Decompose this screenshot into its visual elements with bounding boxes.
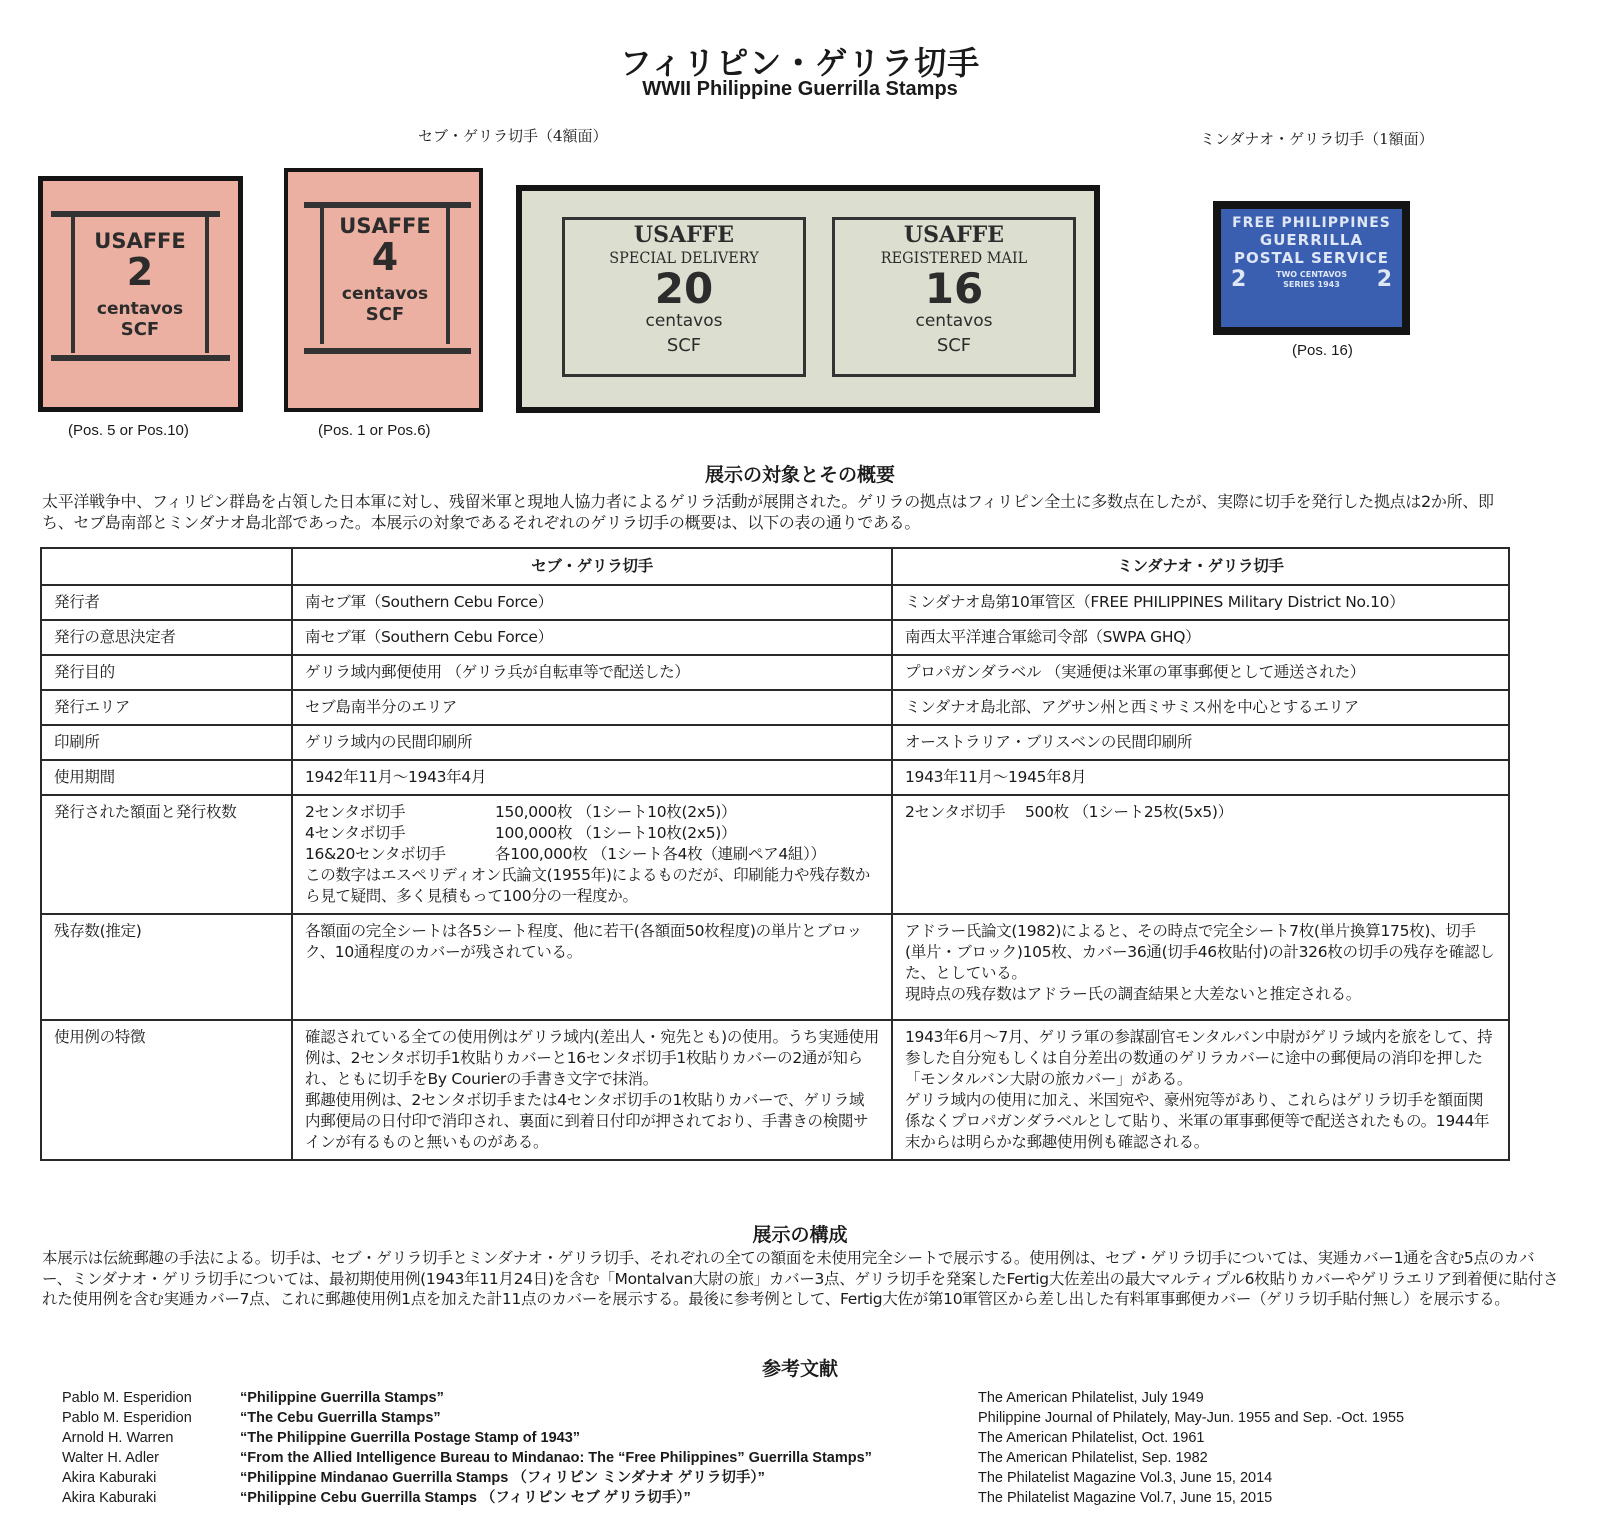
cebu-qty-note: この数字はエスペリディオン氏論文(1955年)によるものだが、印刷能力や残存数から見て疑問、多く見積もって100分の一程度か。	[305, 866, 870, 905]
table-header-blank	[41, 548, 292, 585]
ref-title: “The Philippine Guerrilla Postage Stamp of 1943”	[240, 1430, 581, 1446]
stamp-4-value: 4	[371, 235, 399, 279]
cebu-quantity	[292, 795, 892, 914]
stamp-20-centavos	[562, 217, 806, 377]
list-item	[0, 1488, 1600, 1508]
table-header-mindanao: ミンダナオ・ゲリラ切手	[892, 548, 1509, 585]
mindanao-usage-2: ゲリラ域内の使用に加え、米国宛や、豪州宛等があり、これらはゲリラ切手を額面関係なくプロパガンダラベルとして貼り、米軍の軍事郵便等で配送されたもの。1944年末からは明らかな郵趣使用例も確認される。	[905, 1091, 1490, 1151]
mindanao-survival	[892, 914, 1509, 1020]
mindanao-period: 1943年11月～1945年8月	[892, 760, 1509, 795]
ref-author: Akira Kaburaki	[62, 1490, 157, 1506]
table-row	[41, 655, 1509, 690]
stamp-4-centavos	[284, 168, 483, 412]
ref-source: The Philatelist Magazine Vol.7, June 15, 2015	[978, 1490, 1273, 1506]
mindanao-decision: 南西太平洋連合軍総司令部（SWPA GHQ）	[892, 620, 1509, 655]
cebu-qty-16-20-value: 各100,000枚 （1シート各4枚（連刷ペア4組））	[495, 845, 826, 863]
mindanao-purpose: プロパガンダラベル （実逓便は米軍の軍事郵便として逓送された）	[892, 655, 1509, 690]
table-row	[41, 690, 1509, 725]
mindanao-area: ミンダナオ島北部、アグサン州と西ミサミス州を中心とするエリア	[892, 690, 1509, 725]
table-row	[41, 725, 1509, 760]
ref-source: The Philatelist Magazine Vol.3, June 15, 2014	[978, 1470, 1273, 1486]
cebu-group-label: セブ・ゲリラ切手（4額面）	[418, 127, 608, 145]
cebu-area: セブ島南半分のエリア	[292, 690, 892, 725]
ref-author: Pablo M. Esperidion	[62, 1390, 192, 1406]
stamp-20-scf: SCF	[666, 335, 702, 356]
cebu-qty-2-value: 150,000枚 （1シート10枚(2x5)）	[495, 803, 737, 821]
mindanao-usage	[892, 1020, 1509, 1160]
cebu-qty-2-label: 2センタボ切手	[305, 803, 406, 821]
ref-source: Philippine Journal of Philately, May-Jun. 1955 and Sep. -Oct. 1955	[978, 1410, 1405, 1426]
page-title-en: WWII Philippine Guerrilla Stamps	[642, 78, 958, 100]
list-item	[0, 1428, 1600, 1448]
stamp-20-usaffe: USAFFE	[633, 222, 735, 248]
ref-source: The American Philatelist, July 1949	[978, 1390, 1204, 1406]
overview-heading: 展示の対象とその概要	[704, 464, 895, 486]
composition-text: 本展示は伝統郵趣の手法による。切手は、セブ・ゲリラ切手とミンダナオ・ゲリラ切手、それぞれの全ての額面を未使用完全シートで展示する。使用例は、セブ・ゲリラ切手については、実逓カバー1通を含む5点のカバー、ミンダナオ・ゲリラ切手については、最初期使用例(1943年11月24日)を含む「Montalvan大尉の旅」カバー3点、ゲリラ切手を発案したFertig大佐差出の最大マルティプル6枚貼りカバーやゲリラエリア到着便に貼付された使用例を含む実逓カバー7点、これに郵趣使用例1点を加えた計11点のカバーを展示する。最後に参考例として、Fertig大佐が第10軍管区から差し出した有料軍事郵便カバー（ゲリラ切手貼付無し）を展示する。	[42, 1249, 1559, 1308]
table-row	[41, 585, 1509, 620]
list-item	[0, 1448, 1600, 1468]
mindanao-survival-2: 現時点の残存数はアドラー氏の調査結果と大差ないと推定される。	[905, 985, 1362, 1003]
ref-author: Walter H. Adler	[62, 1450, 159, 1466]
cebu-period: 1942年11月～1943年4月	[292, 760, 892, 795]
ref-title: “The Cebu Guerrilla Stamps”	[240, 1410, 441, 1426]
stamp-2-usaffe: USAFFE	[94, 229, 186, 253]
page-title-jp: フィリピン・ゲリラ切手	[619, 44, 981, 82]
stamp-4-scf: SCF	[365, 304, 405, 325]
composition-heading: 展示の構成	[752, 1224, 848, 1246]
cebu-survival: 各額面の完全シートは各5シート程度、他に若干(各額面50枚程度)の単片とブロック、10通程度のカバーが残されている。	[292, 914, 892, 1020]
table-header-cebu: セブ・ゲリラ切手	[292, 548, 892, 585]
ref-title: “Philippine Cebu Guerrilla Stamps （フィリピン セブ ゲリラ切手）”	[240, 1490, 691, 1506]
stamp-4-usaffe: USAFFE	[339, 214, 431, 238]
mindanao-line2: GUERRILLA	[1259, 231, 1364, 249]
row-label-usage: 使用例の特徴	[41, 1020, 292, 1160]
ref-source: The American Philatelist, Sep. 1982	[978, 1450, 1208, 1466]
row-label-purpose: 発行目的	[41, 655, 292, 690]
ref-title: “Philippine Mindanao Guerrilla Stamps （フィリピン ミンダナオ ゲリラ切手）”	[240, 1470, 765, 1486]
stamp-20-value: 20	[654, 264, 714, 313]
mindanao-value-left: 2	[1231, 267, 1247, 292]
mindanao-printer: オーストラリア・ブリスベンの民間印刷所	[892, 725, 1509, 760]
list-item	[0, 1468, 1600, 1488]
cebu-printer: ゲリラ域内の民間印刷所	[292, 725, 892, 760]
stamp-mindanao-caption: (Pos. 16)	[1292, 342, 1353, 359]
table-row	[41, 760, 1509, 795]
row-label-period: 使用期間	[41, 760, 292, 795]
list-item	[0, 1408, 1600, 1428]
stamp-2-centavos-text: centavos	[96, 299, 184, 319]
stamp-2-centavos	[38, 176, 243, 412]
cebu-issuer: 南セブ軍（Southern Cebu Force）	[292, 585, 892, 620]
row-label-quantity: 発行された額面と発行枚数	[41, 795, 292, 914]
table-row	[41, 914, 1509, 1020]
table-row	[41, 795, 1509, 914]
stamp-4-centavos-text: centavos	[341, 284, 429, 304]
mindanao-line1: FREE PHILIPPINES	[1232, 215, 1391, 231]
stamp-4-caption: (Pos. 1 or Pos.6)	[318, 422, 431, 439]
mindanao-series: SERIES 1943	[1283, 279, 1340, 289]
table-row	[41, 1020, 1509, 1160]
mindanao-survival-1: アドラー氏論文(1982)によると、その時点で完全シート7枚(単片換算175枚)、切手(単片・ブロック)105枚、カバー36通(切手46枚貼付)の計326枚の切手の残存を確認した、としている。	[905, 922, 1495, 982]
mindanao-group-label: ミンダナオ・ゲリラ切手（1額面）	[1200, 130, 1434, 148]
ref-author: Pablo M. Esperidion	[62, 1410, 192, 1426]
stamp-2-value: 2	[126, 250, 154, 294]
stamp-16-type: REGISTERED MAIL	[880, 248, 1028, 267]
stamp-16-value: 16	[924, 264, 984, 313]
summary-table	[40, 547, 1510, 1161]
stamp-16-scf: SCF	[936, 335, 972, 356]
table-row	[41, 620, 1509, 655]
row-label-decision: 発行の意思決定者	[41, 620, 292, 655]
stamp-2-caption: (Pos. 5 or Pos.10)	[68, 422, 189, 439]
ref-title: “From the Allied Intelligence Bureau to Mindanao: The “Free Philippines” Guerrilla Stamps”	[240, 1450, 872, 1466]
stamp-20-centavos-text: centavos	[645, 311, 723, 331]
stamp-16-usaffe: USAFFE	[903, 222, 1005, 248]
stamp-16-centavos	[832, 217, 1076, 377]
ref-author: Akira Kaburaki	[62, 1470, 157, 1486]
ref-title: “Philippine Guerrilla Stamps”	[240, 1390, 444, 1406]
cebu-usage-1: 確認されている全ての使用例はゲリラ域内(差出人・宛先とも)の使用。うち実逓使用例は、2センタボ切手1枚貼りカバーと16センタボ切手1枚貼りカバーの2通が知られ、ともに切手をBy Courierの手書き文字で抹消。	[305, 1028, 879, 1088]
mindanao-usage-1: 1943年6月～7月、ゲリラ軍の参謀副官モンタルバン中尉がゲリラ域内を旅をして、持参した自分宛もしくは自分差出の数通のゲリラカバーに途中の郵便局の消印を押した「モンタルバン大尉の旅カバー」がある。	[905, 1028, 1493, 1088]
cebu-qty-4-label: 4センタボ切手	[305, 824, 406, 842]
cebu-decision: 南セブ軍（Southern Cebu Force）	[292, 620, 892, 655]
cebu-usage	[292, 1020, 892, 1160]
cebu-purpose: ゲリラ域内郵便使用 （ゲリラ兵が自転車等で配送した）	[292, 655, 892, 690]
mindanao-two-centavos: TWO CENTAVOS	[1276, 269, 1347, 279]
row-label-printer: 印刷所	[41, 725, 292, 760]
stamp-pair-20-16	[516, 185, 1100, 413]
row-label-survival: 残存数(推定)	[41, 914, 292, 1020]
stamp-mindanao-2	[1213, 201, 1410, 335]
mindanao-line3: POSTAL SERVICE	[1233, 249, 1390, 267]
row-label-area: 発行エリア	[41, 690, 292, 725]
overview-text: 太平洋戦争中、フィリピン群島を占領した日本軍に対し、残留米軍と現地人協力者によるゲリラ活動が展開された。ゲリラの拠点はフィリピン全土に多数点在したが、実際に切手を発行した拠点は2か所、即ち、セブ島南部とミンダナオ島北部であった。本展示の対象であるそれぞれのゲリラ切手の概要は、以下の表の通りである。	[42, 492, 1494, 532]
ref-author: Arnold H. Warren	[62, 1430, 174, 1446]
list-item	[0, 1388, 1600, 1408]
cebu-usage-2: 郵趣使用例は、2センタボ切手または4センタボ切手の1枚貼りカバーで、ゲリラ域内郵便局の日付印で消印され、裏面に到着日付印が押されており、手書きの検閲サインが有るものと無いものがある。	[305, 1091, 869, 1151]
stamp-20-type: SPECIAL DELIVERY	[609, 248, 759, 267]
cebu-qty-4-value: 100,000枚 （1シート10枚(2x5)）	[495, 824, 737, 842]
mindanao-value-right: 2	[1376, 267, 1392, 292]
mindanao-quantity: 2センタボ切手 500枚 （1シート25枚(5x5)）	[892, 795, 1509, 914]
stamp-16-centavos-text: centavos	[915, 311, 993, 331]
mindanao-issuer: ミンダナオ島第10軍管区（FREE PHILIPPINES Military District No.10）	[892, 585, 1509, 620]
stamp-2-scf: SCF	[120, 319, 160, 340]
references-heading: 参考文献	[761, 1358, 838, 1380]
row-label-issuer: 発行者	[41, 585, 292, 620]
ref-source: The American Philatelist, Oct. 1961	[978, 1430, 1205, 1446]
table-header-row	[41, 548, 1509, 585]
cebu-qty-16-20-label: 16&20センタボ切手	[305, 845, 446, 863]
